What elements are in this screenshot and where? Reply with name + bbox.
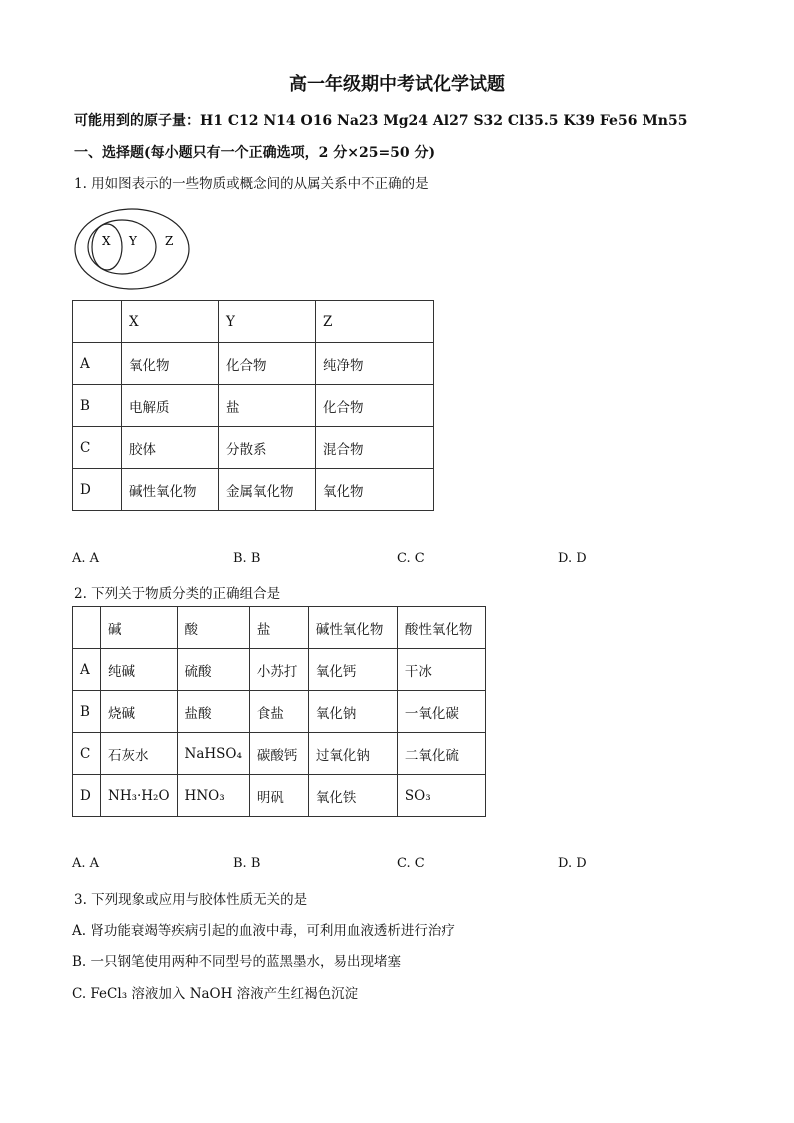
- table-cell: SO₃: [397, 775, 485, 817]
- table-row: [73, 733, 486, 775]
- q2-table: [72, 606, 486, 817]
- table-cell: D: [73, 469, 122, 511]
- table-cell: 盐: [249, 607, 308, 649]
- table-cell: 碱性氧化物: [308, 607, 397, 649]
- table-cell: 酸: [177, 607, 249, 649]
- atomic-masses: 可能用到的原子量：H1 C12 N14 O16 Na23 Mg24 Al27 S32 Cl35.5 K39 Fe56 Mn55: [74, 113, 688, 129]
- option-a[interactable]: A. A: [72, 551, 100, 566]
- table-row: [73, 775, 486, 817]
- q3-option-a[interactable]: A. 肾功能衰竭等疾病引起的血液中毒，可利用血液透析进行治疗: [72, 923, 455, 939]
- table-cell: X: [122, 301, 219, 343]
- table-cell: 干冰: [397, 649, 485, 691]
- table-cell: A: [73, 649, 101, 691]
- table-row: [73, 649, 486, 691]
- table-cell: 食盐: [249, 691, 308, 733]
- table-cell: 氧化钙: [308, 649, 397, 691]
- venn-z-label: Z: [165, 234, 174, 248]
- table-cell: 氧化物: [316, 469, 434, 511]
- table-cell: HNO₃: [177, 775, 249, 817]
- table-cell: 酸性氧化物: [397, 607, 485, 649]
- table-cell: C: [73, 427, 122, 469]
- table-row: [73, 343, 434, 385]
- q3-option-c[interactable]: C. FeCl₃ 溶液加入 NaOH 溶液产生红褐色沉淀: [72, 986, 359, 1002]
- q3-option-b[interactable]: B. 一只钢笔使用两种不同型号的蓝黑墨水，易出现堵塞: [72, 954, 402, 970]
- q1-table: [72, 300, 434, 511]
- table-cell: 电解质: [122, 385, 219, 427]
- table-cell: B: [73, 691, 101, 733]
- q2-stem: 2. 下列关于物质分类的正确组合是: [74, 586, 281, 602]
- table-cell: B: [73, 385, 122, 427]
- table-row: [73, 607, 486, 649]
- table-cell: NaHSO₄: [177, 733, 249, 775]
- table-cell: 碱性氧化物: [122, 469, 219, 511]
- option-b[interactable]: B. B: [233, 551, 261, 566]
- table-cell: 金属氧化物: [219, 469, 316, 511]
- table-cell: 纯碱: [101, 649, 178, 691]
- table-row: [73, 469, 434, 511]
- table-cell: 硫酸: [177, 649, 249, 691]
- q1-stem: 1. 用如图表示的一些物质或概念间的从属关系中不正确的是: [74, 176, 429, 192]
- table-cell: 氧化物: [122, 343, 219, 385]
- table-cell: 氧化铁: [308, 775, 397, 817]
- table-cell: 过氧化钠: [308, 733, 397, 775]
- option-d[interactable]: D. D: [558, 856, 587, 871]
- table-cell: 明矾: [249, 775, 308, 817]
- table-cell: 烧碱: [101, 691, 178, 733]
- table-row: [73, 301, 434, 343]
- table-cell: Y: [219, 301, 316, 343]
- table-cell: 石灰水: [101, 733, 178, 775]
- table-cell: C: [73, 733, 101, 775]
- table-cell: Z: [316, 301, 434, 343]
- table-row: [73, 427, 434, 469]
- table-row: [73, 385, 434, 427]
- venn-x-label: X: [102, 234, 111, 248]
- option-b[interactable]: B. B: [233, 856, 261, 871]
- table-cell: 碳酸钙: [249, 733, 308, 775]
- table-cell: 二氧化硫: [397, 733, 485, 775]
- table-cell: A: [73, 343, 122, 385]
- table-cell: 氧化钠: [308, 691, 397, 733]
- table-cell: D: [73, 775, 101, 817]
- option-a[interactable]: A. A: [72, 856, 100, 871]
- option-c[interactable]: C. C: [397, 551, 425, 566]
- table-cell: 纯净物: [316, 343, 434, 385]
- q3-stem: 3. 下列现象或应用与胶体性质无关的是: [74, 892, 308, 908]
- table-cell: [73, 301, 122, 343]
- option-c[interactable]: C. C: [397, 856, 425, 871]
- table-cell: 混合物: [316, 427, 434, 469]
- table-cell: 化合物: [219, 343, 316, 385]
- table-cell: NH₃·H₂O: [101, 775, 178, 817]
- section-heading: 一、选择题(每小题只有一个正确选项，2 分×25=50 分): [74, 145, 436, 161]
- venn-diagram: [72, 206, 194, 296]
- table-cell: 碱: [101, 607, 178, 649]
- table-cell: 胶体: [122, 427, 219, 469]
- table-cell: 盐酸: [177, 691, 249, 733]
- option-d[interactable]: D. D: [558, 551, 587, 566]
- table-cell: 分散系: [219, 427, 316, 469]
- venn-y-label: Y: [129, 234, 137, 248]
- page-title: 高一年级期中考试化学试题: [289, 74, 505, 95]
- table-cell: 化合物: [316, 385, 434, 427]
- table-cell: 盐: [219, 385, 316, 427]
- table-cell: 一氧化碳: [397, 691, 485, 733]
- table-row: [73, 691, 486, 733]
- table-cell: 小苏打: [249, 649, 308, 691]
- table-cell: [73, 607, 101, 649]
